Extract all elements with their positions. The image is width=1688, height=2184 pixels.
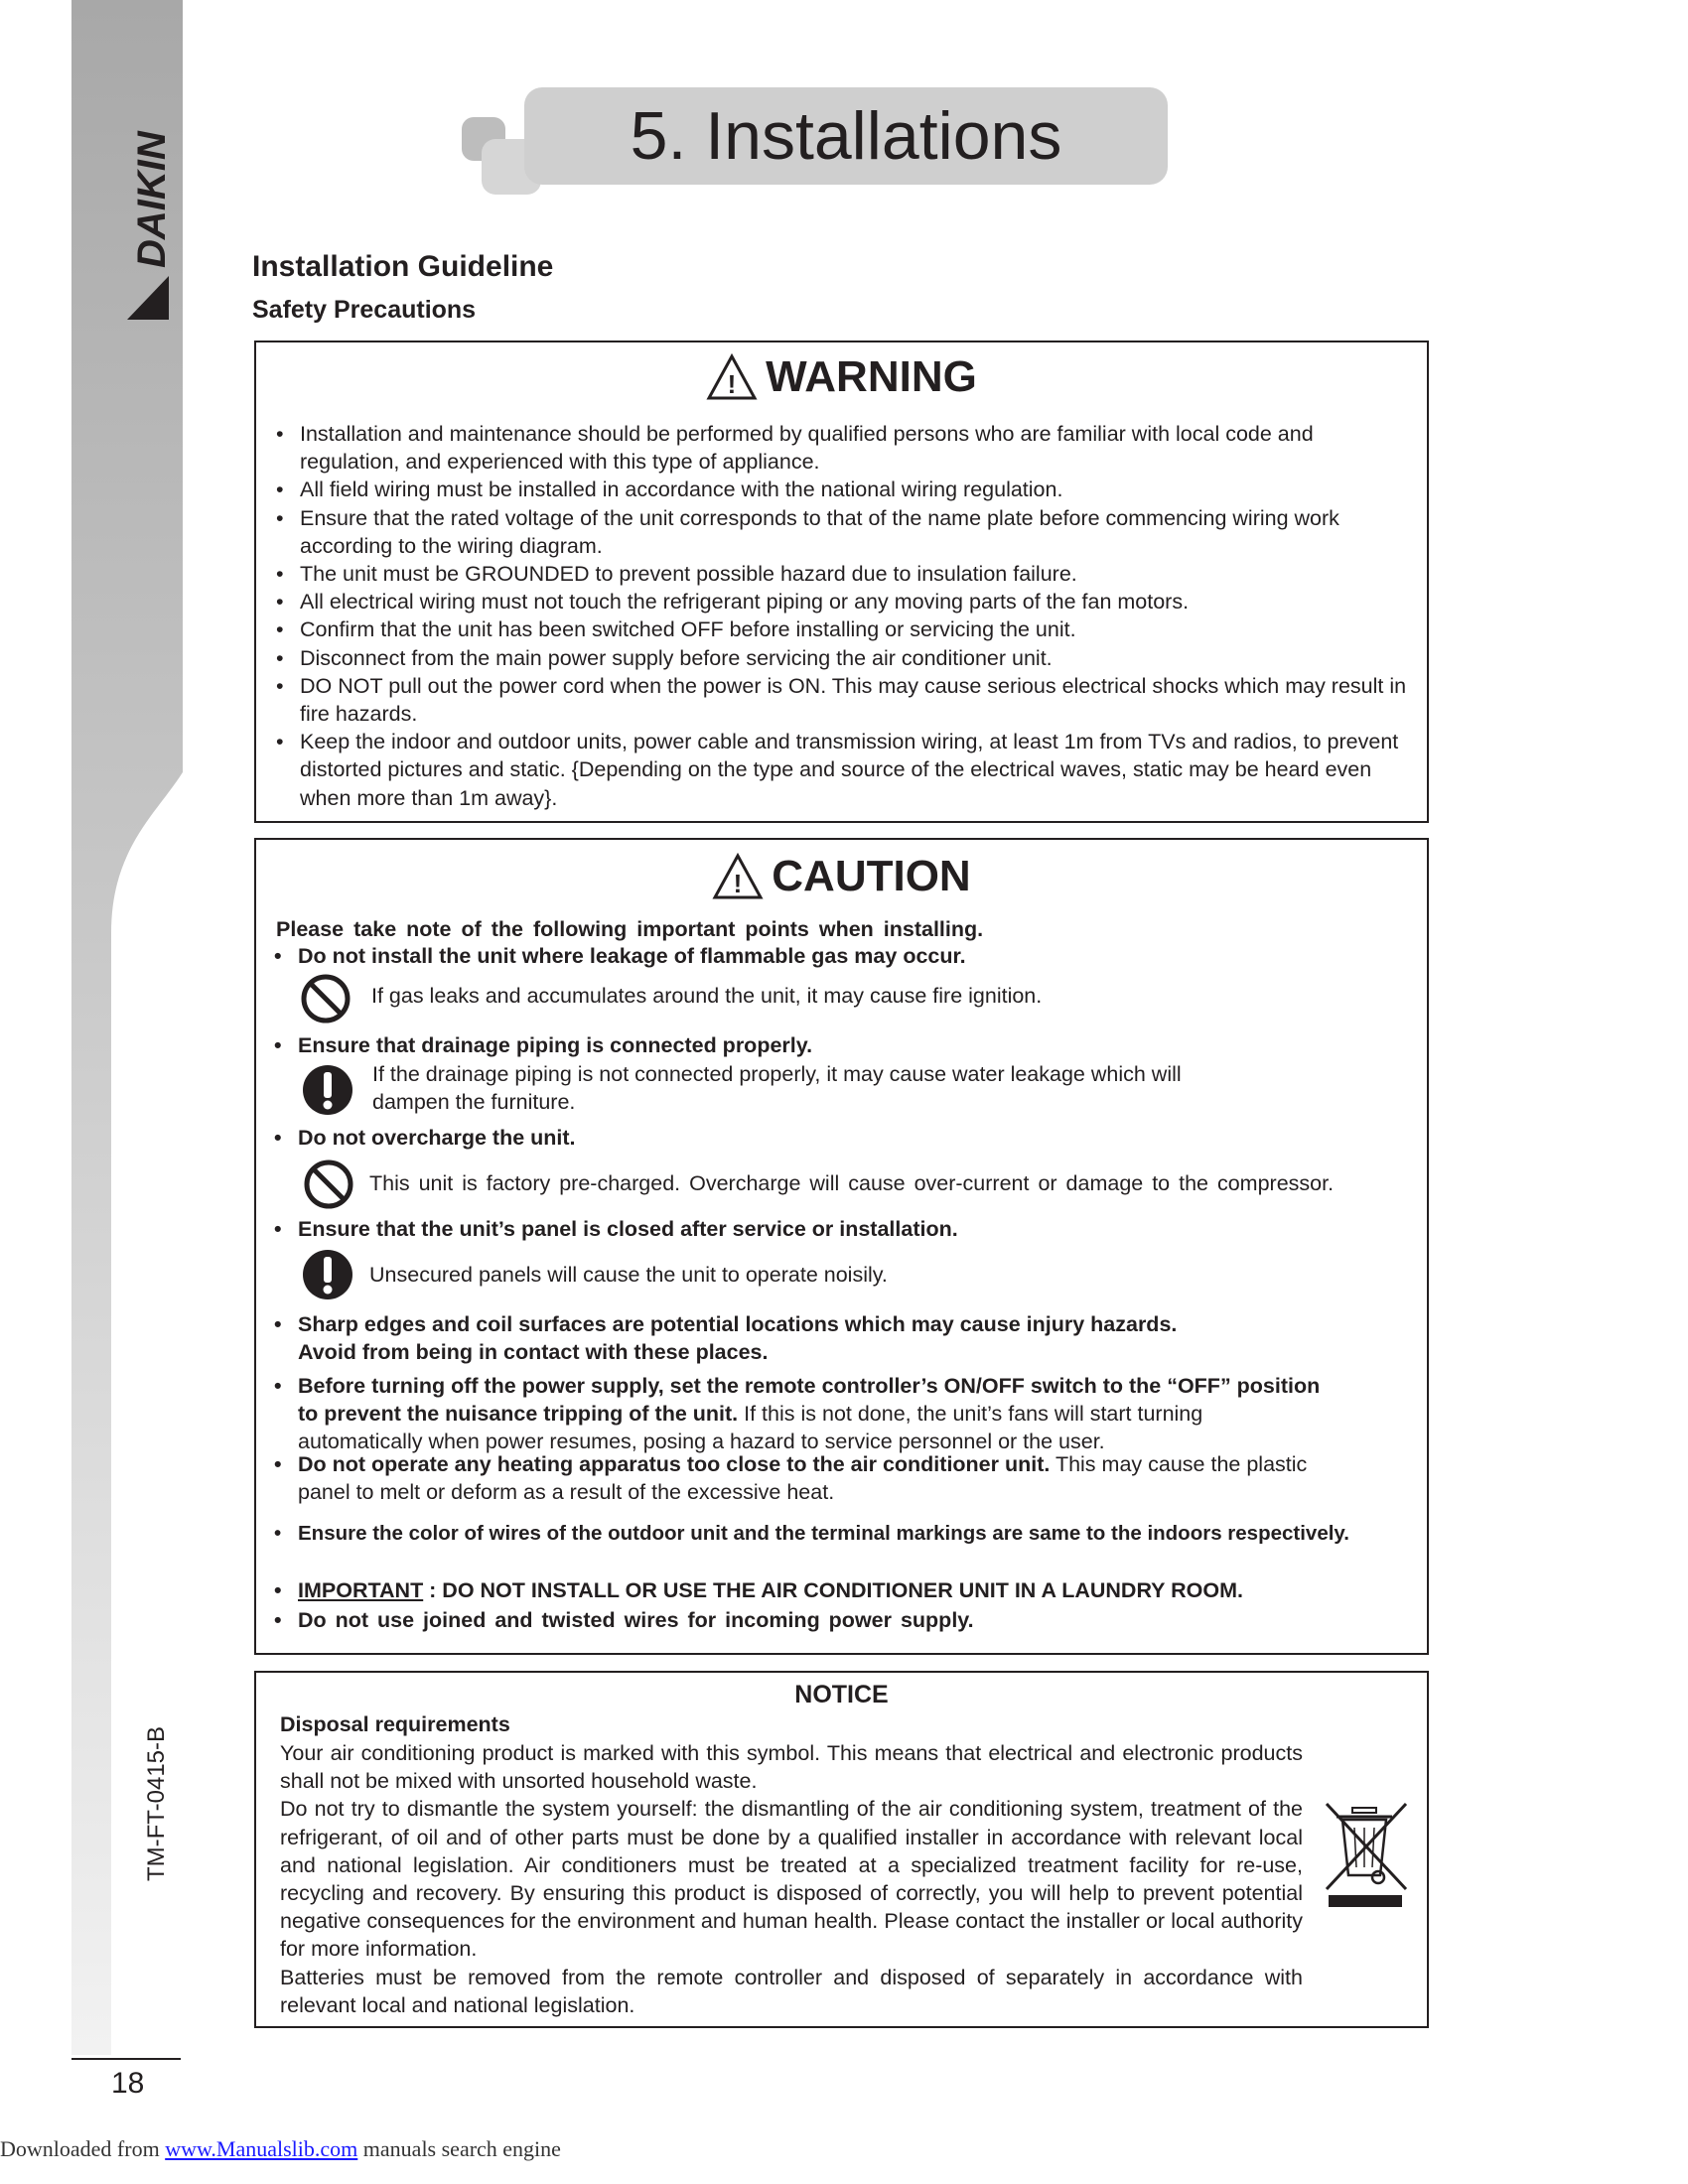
caution-item: • Do not overcharge the unit. xyxy=(274,1126,576,1150)
caution-note: This unit is factory pre-charged. Overcharge will cause over-current or damage to the compressor. xyxy=(369,1171,1335,1195)
prohibited-icon xyxy=(300,973,352,1024)
notice-body xyxy=(280,1739,1303,2019)
caution-heading xyxy=(256,852,1427,901)
notice-paragraph: Your air conditioning product is marked with this symbol. This means that electrical and electronic products shall not be mixed with unsorted household waste. xyxy=(280,1741,1303,1794)
caution-intro: Please take note of the following important points when installing. xyxy=(276,917,984,941)
download-footer: Downloaded from www.Manualslib.com manuals search engine xyxy=(0,2136,561,2161)
manualslib-link[interactable]: www.Manualslib.com xyxy=(165,2136,358,2161)
notice-box xyxy=(254,1671,1429,2028)
svg-text:!: ! xyxy=(727,369,737,399)
mandatory-icon xyxy=(302,1249,353,1300)
list-item: • All field wiring must be installed in accordance with the national wiring regulation. xyxy=(272,476,1414,503)
daikin-logo xyxy=(117,99,177,328)
document-code: TM-FT-0415-B xyxy=(143,1725,170,1881)
page-rule xyxy=(71,2058,181,2060)
notice-paragraph: Do not try to dismantle the system yourself: the dismantling of the air conditioning system, treatment of the refrigerant, of oil and of other parts must be done by a qualified installer in accordance with relevant local and national legislation. Air conditioners must be treated at a specialized treatment facility for re-use, recycling and recovery. By ensuring this product is disposed of correctly, you will help to prevent potential negative consequences for the environment and human health. Please contact the installer or local authority for more information. xyxy=(280,1797,1303,1962)
list-item: • DO NOT pull out the power cord when the power is ON. This may cause serious electrical shocks which may result in fire hazards. xyxy=(272,672,1414,728)
caution-item: • Ensure that the unit’s panel is closed after service or installation. xyxy=(274,1217,958,1241)
list-item: • Installation and maintenance should be performed by qualified persons who are familiar with local code and regulation, and experienced with this type of appliance. xyxy=(272,420,1414,476)
list-item: • Ensure that the rated voltage of the unit corresponds to that of the name plate before commencing wiring work according to the wiring diagram. xyxy=(272,504,1414,560)
warning-triangle-icon xyxy=(706,353,758,401)
caution-item: • Do not operate any heating apparatus too close to the air conditioner unit. This may cause the plastic panel to melt or deform as a result of the excessive heat. xyxy=(274,1452,1308,1504)
section-heading: Installation Guideline xyxy=(252,250,554,283)
warning-heading xyxy=(256,352,1427,402)
caution-item: • Sharp edges and coil surfaces are potential locations which may cause injury hazards. Avoid from being in contact with these places. xyxy=(274,1312,1178,1364)
list-item: • Disconnect from the main power supply before servicing the air conditioner unit. xyxy=(272,644,1414,672)
caution-box xyxy=(254,838,1429,1655)
caution-title: CAUTION xyxy=(772,852,971,900)
list-item: • Confirm that the unit has been switched OFF before installing or servicing the unit. xyxy=(272,615,1414,643)
caution-item: • Do not install the unit where leakage of flammable gas may occur. xyxy=(274,944,966,968)
warning-list xyxy=(272,420,1414,812)
subsection-heading: Safety Precautions xyxy=(252,296,477,324)
notice-title: NOTICE xyxy=(794,1681,889,1708)
caution-note: If gas leaks and accumulates around the unit, it may cause fire ignition. xyxy=(371,984,1043,1008)
caution-item: • Ensure that drainage piping is connected properly. xyxy=(274,1033,813,1057)
warning-box xyxy=(254,341,1429,823)
notice-paragraph: Batteries must be removed from the remote controller and disposed of separately in accordance with relevant local and national legislation. xyxy=(280,1965,1303,2017)
mandatory-icon xyxy=(302,1064,353,1116)
caution-note: Unsecured panels will cause the unit to operate noisily. xyxy=(369,1263,888,1287)
chapter-title: 5. Installations xyxy=(524,87,1168,185)
svg-text:DAIKIN: DAIKIN xyxy=(130,131,174,268)
caution-item: • Do not use joined and twisted wires for incoming power supply. xyxy=(274,1608,974,1632)
caution-item: • Before turning off the power supply, set the remote controller’s ON/OFF switch to the “OFF” position to prevent the nuisance tripping of the unit. If this is not done, the unit’s fans will start turning automatically when power resumes, posing a hazard to service personnel or the user. xyxy=(274,1374,1321,1453)
caution-item: • Ensure the color of wires of the outdoor unit and the terminal markings are same to the indoors respectively. xyxy=(274,1522,1350,1545)
warning-title: WARNING xyxy=(766,352,977,401)
notice-subtitle: Disposal requirements xyxy=(280,1712,510,1736)
crossed-bin-icon xyxy=(1323,1802,1410,1907)
list-item: • Keep the indoor and outdoor units, power cable and transmission wiring, at least 1m from TVs and radios, to prevent distorted pictures and static. {Depending on the type and source of the electrical waves, static may be heard even when more than 1m away}. xyxy=(272,728,1414,812)
list-item: • All electrical wiring must not touch the refrigerant piping or any moving parts of the fan motors. xyxy=(272,588,1414,615)
caution-note: If the drainage piping is not connected properly, it may cause water leakage which will dampen the furniture. xyxy=(372,1062,1182,1114)
caution-item: • IMPORTANT : DO NOT INSTALL OR USE THE AIR CONDITIONER UNIT IN A LAUNDRY ROOM. xyxy=(274,1578,1243,1602)
page-number: 18 xyxy=(111,2067,145,2100)
caution-triangle-icon xyxy=(712,853,764,900)
svg-text:!: ! xyxy=(733,869,743,898)
list-item: • The unit must be GROUNDED to prevent possible hazard due to insulation failure. xyxy=(272,560,1414,588)
prohibited-icon xyxy=(303,1159,354,1210)
